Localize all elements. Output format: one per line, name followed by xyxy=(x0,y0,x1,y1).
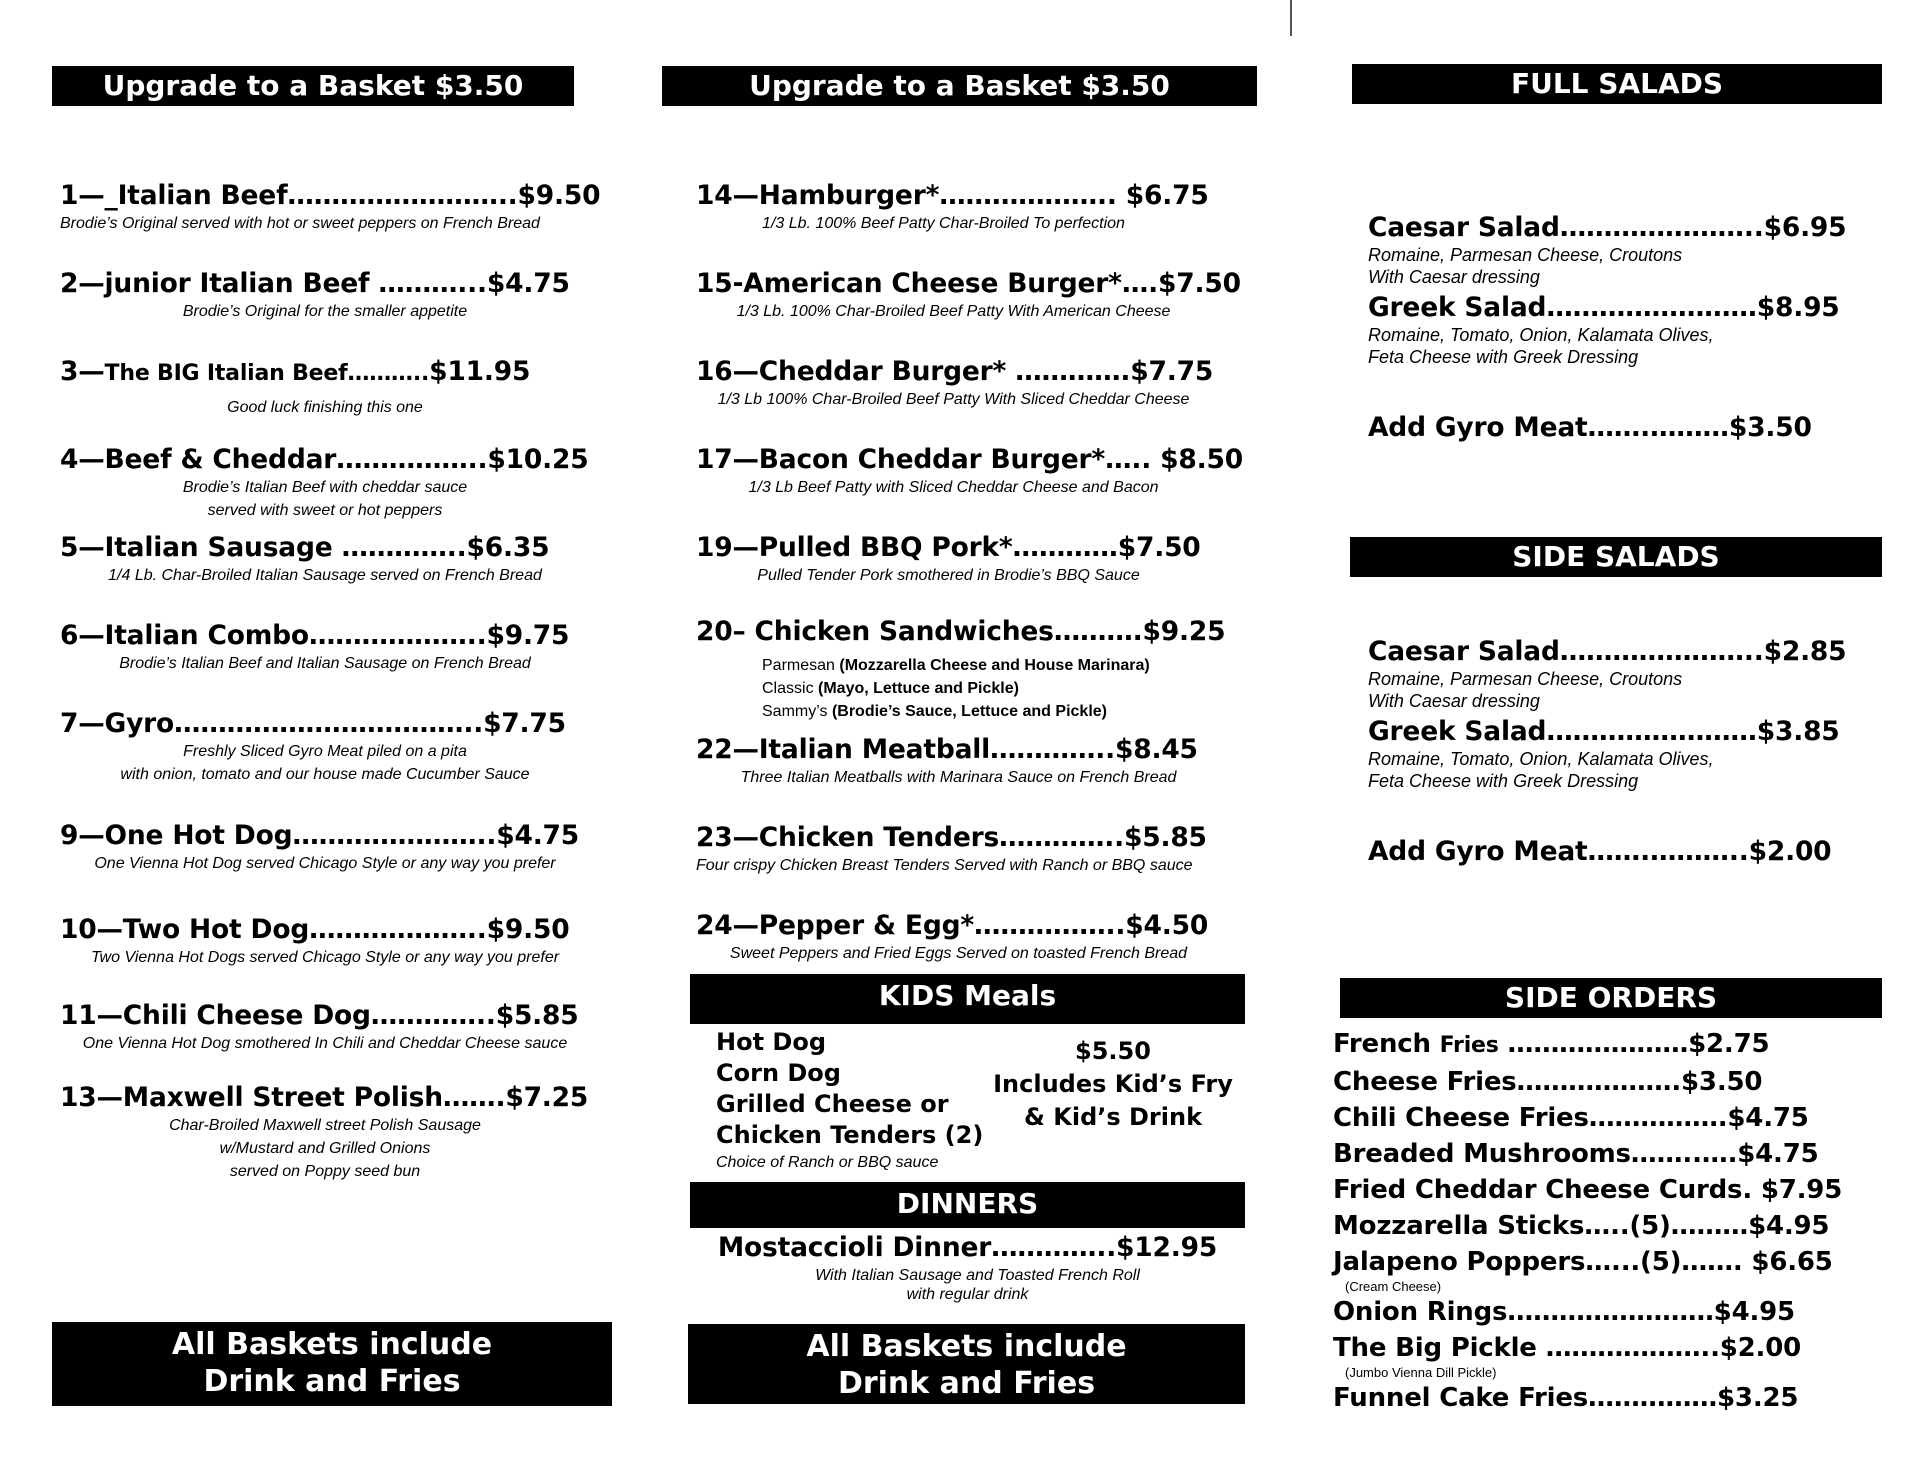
item-title: 15-American Cheese Burger*….$7.50 xyxy=(696,268,1241,299)
menu-item xyxy=(696,532,1241,587)
item-desc: Brodie’s Original for the smaller appetite xyxy=(182,303,468,320)
item-desc: Romaine, Parmesan Cheese, Croutons xyxy=(1368,669,1683,689)
item-desc: With Italian Sausage and Toasted French Roll xyxy=(815,1267,1140,1284)
middle-upgrade-header: Upgrade to a Basket $3.50 xyxy=(662,66,1257,106)
item-title: Add Gyro Meat…….………..$2.00 xyxy=(1368,836,1832,867)
menu-item xyxy=(696,180,1241,235)
item-title: 4—Beef & Cheddar……………..$10.25 xyxy=(60,444,589,475)
footer-line: All Baskets include xyxy=(171,1327,493,1362)
item-title: Caesar Salad…………………..$6.95 xyxy=(1368,212,1847,243)
side-order-item: Fried Cheddar Cheese Curds. $7.95 xyxy=(1333,1175,1843,1205)
item-desc: Pulled Tender Pork smothered in Brodie’s BBQ Sauce xyxy=(757,567,1140,584)
item-title: 1—_Italian Beef……………………..$9.50 xyxy=(60,180,601,211)
item-title: 11—Chili Cheese Dog…………..$5.85 xyxy=(60,1000,579,1031)
kids-item: Grilled Cheese or xyxy=(716,1090,949,1118)
salad-item xyxy=(1368,212,1888,288)
side-order-item: Chili Cheese Fries…………….$4.75 xyxy=(1333,1103,1809,1133)
item-title: Greek Salad……………………$8.95 xyxy=(1368,292,1840,323)
item-desc: With Caesar dressing xyxy=(1368,691,1540,711)
item-title: 23—Chicken Tenders…………..$5.85 xyxy=(696,822,1207,853)
item-desc: Two Vienna Hot Dogs served Chicago Style or any way you prefer xyxy=(90,949,560,966)
side-order-item: Mozzarella Sticks…..(5)………$4.95 xyxy=(1333,1211,1830,1241)
item-desc: 1/3 Lb 100% Char-Broiled Beef Patty With Sliced Cheddar Cheese xyxy=(717,391,1190,408)
full-salads-header: FULL SALADS xyxy=(1352,64,1882,104)
dinner-item xyxy=(690,1232,1245,1306)
left-upgrade-header: Upgrade to a Basket $3.50 xyxy=(52,66,574,106)
item-desc: 1/4 Lb. Char-Broiled Italian Sausage served on French Bread xyxy=(108,567,542,584)
menu-item xyxy=(696,822,1241,877)
menu-item xyxy=(60,268,590,323)
middle-basket-footer xyxy=(688,1324,1245,1404)
item-desc: Brodie’s Italian Beef and Italian Sausage on French Bread xyxy=(119,655,531,672)
add-gyro-meat xyxy=(1368,836,1888,868)
side-order-item: Funnel Cake Fries……………$3.25 xyxy=(1333,1383,1799,1413)
item-title: 5—Italian Sausage …………..$6.35 xyxy=(60,532,550,563)
item-desc: Brodie’s Italian Beef with cheddar sauce xyxy=(182,479,468,496)
salad-item xyxy=(1368,716,1888,792)
item-desc: Freshly Sliced Gyro Meat piled on a pita xyxy=(183,743,467,760)
side-order-item: Cheese Fries……………….$3.50 xyxy=(1333,1067,1763,1097)
chicken-sandwiches xyxy=(696,616,1241,723)
item-desc: 1/3 Lb. 100% Beef Patty Char-Broiled To perfection xyxy=(762,215,1125,232)
item-desc: With Caesar dressing xyxy=(1368,267,1540,287)
kids-item: Chicken Tenders (2) xyxy=(716,1121,984,1149)
menu-item xyxy=(60,914,590,969)
menu-item xyxy=(696,356,1241,411)
menu-item xyxy=(696,268,1241,323)
item-title: 20– Chicken Sandwiches……….$9.25 xyxy=(696,616,1226,647)
item-desc: Sweet Peppers and Fried Eggs Served on toasted French Bread xyxy=(729,945,1188,962)
dinners-header: DINNERS xyxy=(690,1182,1245,1228)
item-desc: Three Italian Meatballs with Marinara Sauce on French Bread xyxy=(740,769,1177,786)
item-title: Mostaccioli Dinner…………..$12.95 xyxy=(717,1232,1218,1263)
side-order-item: French Fries …………………$2.75 xyxy=(1333,1029,1770,1059)
item-desc: Brodie’s Original served with hot or sweet peppers on French Bread xyxy=(60,215,540,232)
item-title: 10—Two Hot Dog………………..$9.50 xyxy=(60,914,570,945)
kids-meals-header: KIDS Meals xyxy=(690,974,1245,1024)
side-order-item: Breaded Mushrooms……..….$4.75 xyxy=(1333,1139,1819,1169)
sandwich-option: Parmesan (Mozzarella Cheese and House Marinara) xyxy=(762,657,1150,674)
item-title: 16—Cheddar Burger* ………….$7.75 xyxy=(696,356,1214,387)
side-order-item: Jalapeno Poppers…...(5)……. $6.65 xyxy=(1333,1247,1833,1277)
side-order-item: The Big Pickle ………………..$2.00 xyxy=(1333,1333,1801,1363)
item-title: 14—Hamburger*……………….. $6.75 xyxy=(696,180,1209,211)
sandwich-option: Classic (Mayo, Lettuce and Pickle) xyxy=(762,680,1019,697)
menu-item xyxy=(60,532,590,587)
item-desc: Four crispy Chicken Breast Tenders Served with Ranch or BBQ sauce xyxy=(696,857,1193,874)
kids-note: Choice of Ranch or BBQ sauce xyxy=(716,1154,939,1171)
item-title: 19—Pulled BBQ Pork*…………$7.50 xyxy=(696,532,1201,563)
item-desc: One Vienna Hot Dog smothered In Chili and Cheddar Cheese sauce xyxy=(82,1035,568,1052)
item-desc: Romaine, Parmesan Cheese, Croutons xyxy=(1368,245,1683,265)
item-title: Greek Salad……………………$3.85 xyxy=(1368,716,1840,747)
fold-line xyxy=(1290,0,1292,36)
side-order-note: (Jumbo Vienna Dill Pickle) xyxy=(1345,1365,1497,1380)
kids-price-block xyxy=(988,1035,1238,1134)
item-title: 3—The BIG Italian Beef………..$11.95 xyxy=(60,356,531,387)
side-orders-list xyxy=(1333,1026,1893,1416)
item-desc: Romaine, Tomato, Onion, Kalamata Olives, xyxy=(1368,749,1714,769)
menu-item xyxy=(60,444,590,522)
kids-meals-section xyxy=(716,1027,1246,1177)
salad-item xyxy=(1368,292,1888,368)
kids-item: Corn Dog xyxy=(716,1059,841,1087)
kids-includes: Includes Kid’s Fry xyxy=(993,1070,1233,1098)
add-gyro-meat xyxy=(1368,412,1888,444)
item-desc: Feta Cheese with Greek Dressing xyxy=(1368,347,1639,367)
kids-item: Hot Dog xyxy=(716,1028,826,1056)
item-title: 9—One Hot Dog…………………..$4.75 xyxy=(60,820,580,851)
item-title: 6—Italian Combo………………..$9.75 xyxy=(60,620,570,651)
item-title: 17—Bacon Cheddar Burger*….. $8.50 xyxy=(696,444,1243,475)
item-desc: with onion, tomato and our house made Cucumber Sauce xyxy=(120,766,530,783)
item-title: 13—Maxwell Street Polish…….$7.25 xyxy=(60,1082,589,1113)
kids-price: $5.50 xyxy=(1075,1037,1151,1065)
side-salads-header: SIDE SALADS xyxy=(1350,537,1882,577)
item-desc: Romaine, Tomato, Onion, Kalamata Olives, xyxy=(1368,325,1714,345)
item-desc: Char-Broiled Maxwell street Polish Sausage xyxy=(169,1117,481,1134)
item-title: 24—Pepper & Egg*……………..$4.50 xyxy=(696,910,1209,941)
menu-item xyxy=(696,734,1241,789)
menu-item xyxy=(60,180,601,235)
menu-item xyxy=(696,444,1241,499)
menu-item xyxy=(60,708,590,786)
footer-line: All Baskets include xyxy=(806,1329,1127,1364)
side-order-note: (Cream Cheese) xyxy=(1345,1279,1442,1294)
item-desc: w/Mustard and Grilled Onions xyxy=(219,1140,431,1157)
item-desc: served on Poppy seed bun xyxy=(229,1163,421,1180)
item-desc: One Vienna Hot Dog served Chicago Style or any way you prefer xyxy=(94,855,556,872)
menu-item xyxy=(60,1082,590,1183)
menu-item xyxy=(60,1000,590,1055)
side-orders-header: SIDE ORDERS xyxy=(1340,978,1882,1018)
left-basket-footer xyxy=(52,1322,612,1406)
footer-line: Drink and Fries xyxy=(203,1364,461,1399)
footer-line: Drink and Fries xyxy=(837,1366,1096,1401)
item-desc: with regular drink xyxy=(906,1286,1029,1303)
item-title: 22—Italian Meatball…………..$8.45 xyxy=(696,734,1198,765)
menu-item xyxy=(60,356,590,419)
side-order-item: Onion Rings……………………$4.95 xyxy=(1333,1297,1795,1327)
menu-item xyxy=(60,620,590,675)
menu-item xyxy=(60,820,590,875)
item-desc: 1/3 Lb Beef Patty with Sliced Cheddar Cheese and Bacon xyxy=(748,479,1159,496)
item-title: Caesar Salad…………………..$2.85 xyxy=(1368,636,1847,667)
kids-includes: & Kid’s Drink xyxy=(1023,1103,1203,1131)
menu-item xyxy=(696,910,1241,965)
item-title: 2—junior Italian Beef ………...$4.75 xyxy=(60,268,570,299)
item-desc: Feta Cheese with Greek Dressing xyxy=(1368,771,1639,791)
item-title: 7—Gyro……………………………..$7.75 xyxy=(60,708,566,739)
item-desc: Good luck finishing this one xyxy=(227,399,423,416)
item-title: Add Gyro Meat…….………$3.50 xyxy=(1368,412,1812,443)
item-desc: 1/3 Lb. 100% Char-Broiled Beef Patty With American Cheese xyxy=(736,303,1171,320)
item-desc: served with sweet or hot peppers xyxy=(207,502,443,519)
sandwich-option: Sammy’s (Brodie’s Sauce, Lettuce and Pickle) xyxy=(762,703,1107,720)
salad-item xyxy=(1368,636,1888,712)
